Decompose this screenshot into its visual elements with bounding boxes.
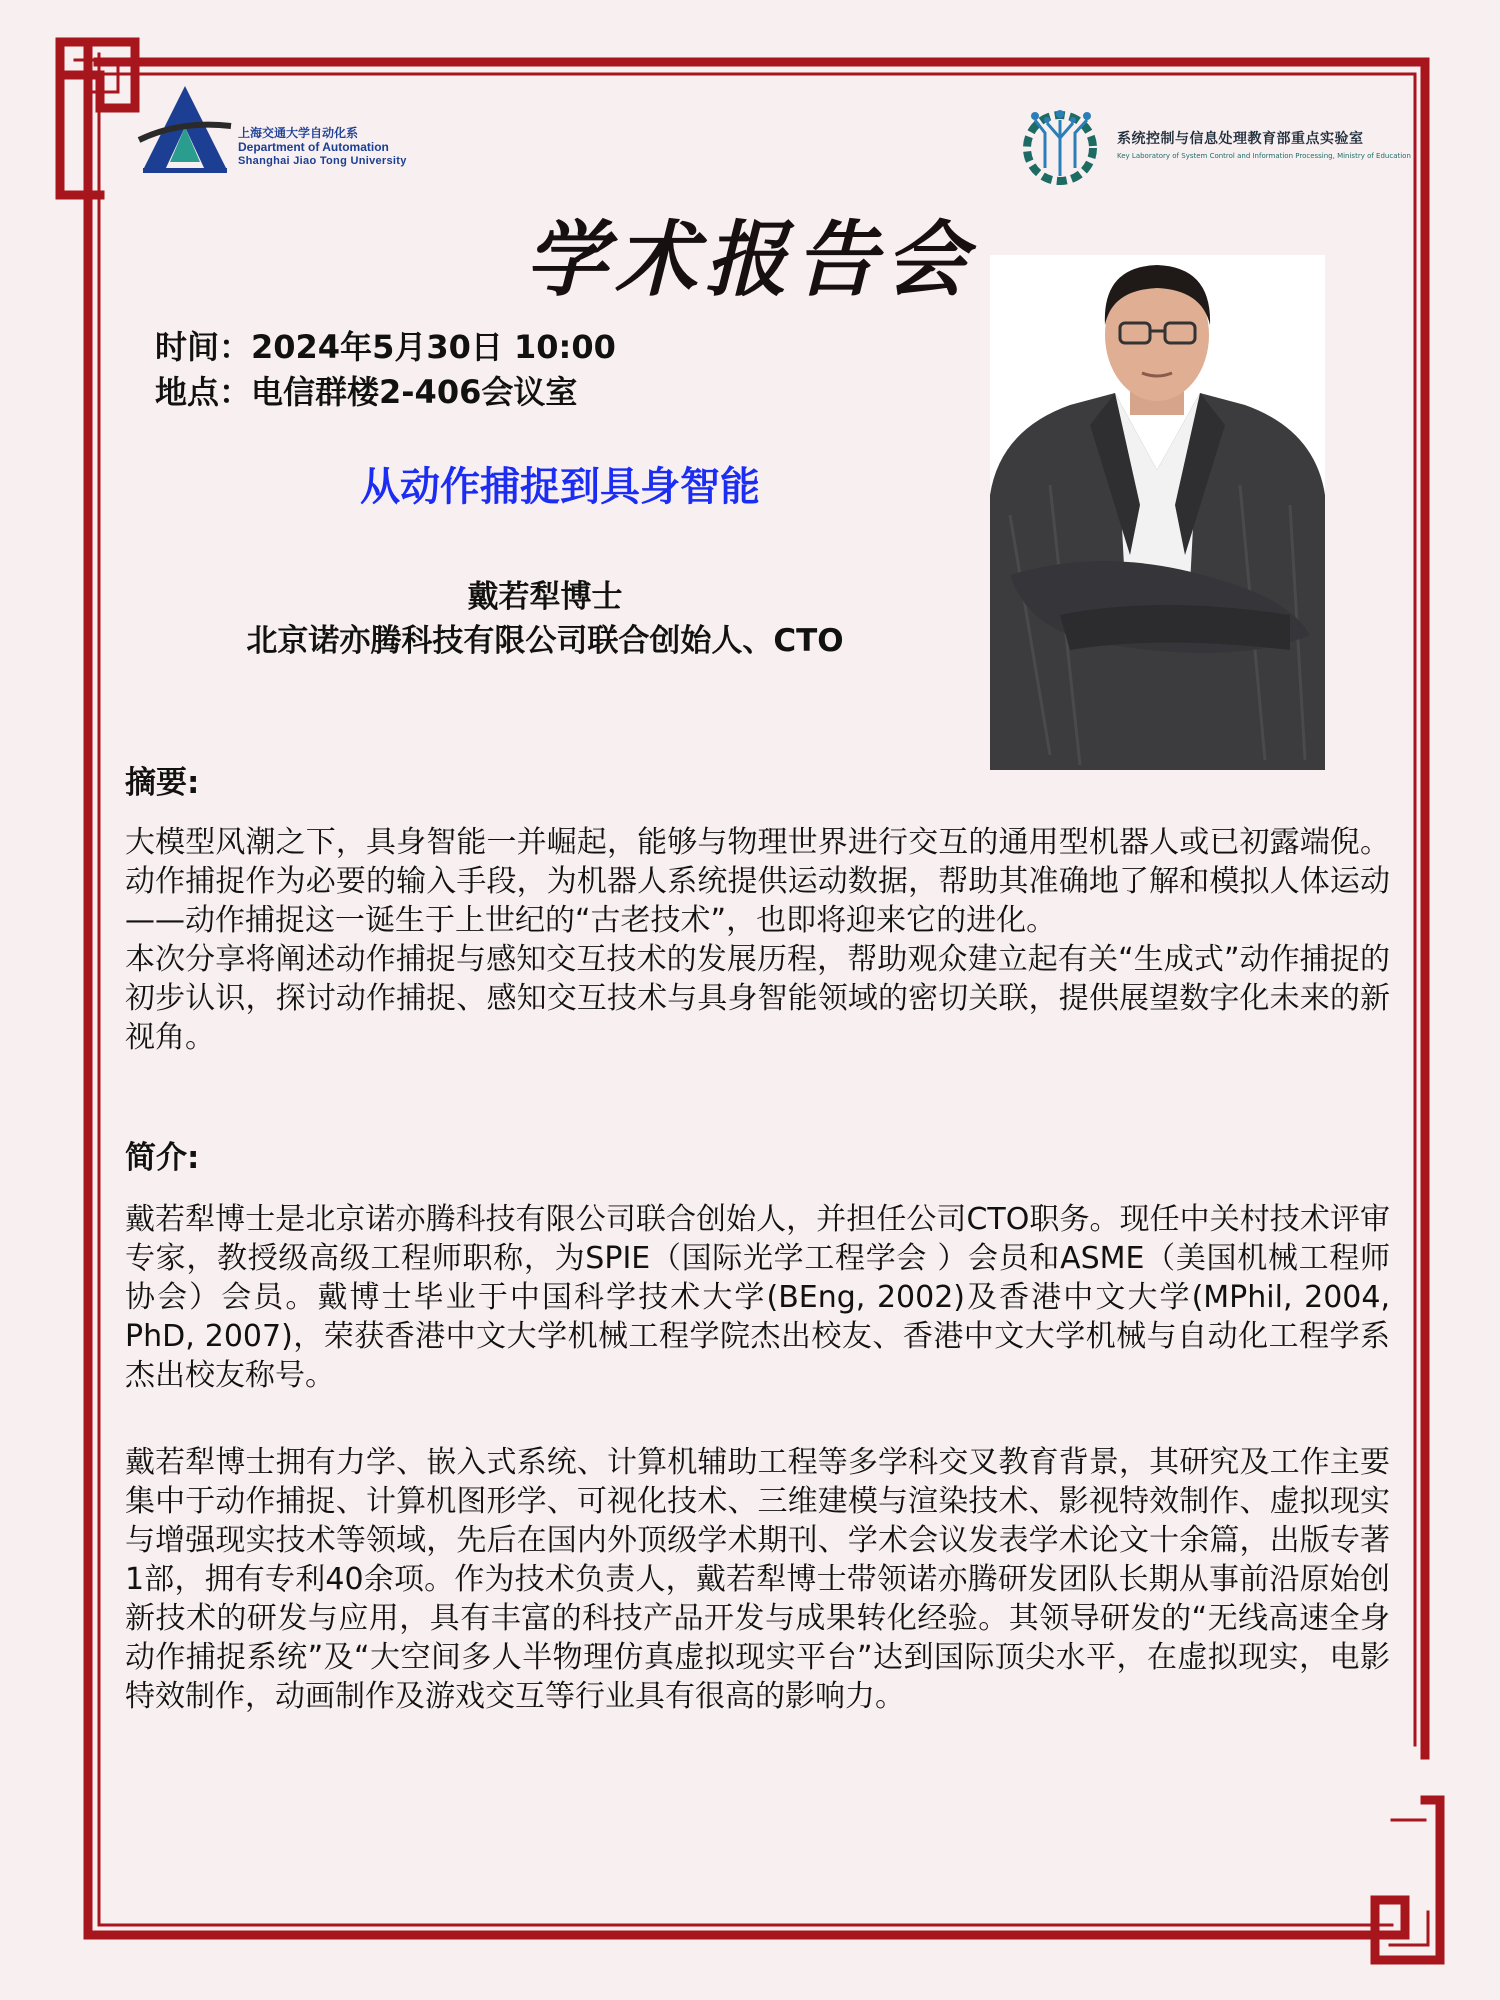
speaker-affiliation: 北京诺亦腾科技有限公司联合创始人、CTO: [246, 623, 844, 659]
lab-english-name: Key Laboratory of System Control and Information Processing, Ministry of Education: [1117, 152, 1411, 160]
abstract-heading: 摘要:: [125, 765, 200, 801]
sjtu-logo-line2: Department of Automation: [238, 140, 389, 154]
abstract-text: [125, 823, 1390, 1057]
speaker-portrait: [990, 255, 1325, 770]
speaker-name: 戴若犁博士: [467, 579, 623, 615]
bio-paragraph-2: 戴若犁博士拥有力学、嵌入式系统、计算机辅助工程等多学科交叉教育背景，其研究及工作主要集中于动作捕捉、计算机图形学、可视化技术、三维建模与渲染技术、影视特效制作、虚拟现实与增强现实技术等领域，先后在国内外顶级学术期刊、学术会议发表学术论文十余篇，出版专著1部，拥有专利40余项。作为技术负责人，戴若犁博士带领诺亦腾研发团队长期从事前沿原始创新技术的研发与应用，具有丰富的科技产品开发与成果转化经验。其领导研发的“无线高速全身动作捕捉系统”及“大空间多人半物理仿真虚拟现实平台”达到国际顶尖水平，在虚拟现实，电影特效制作，动画制作及游戏交互等行业具有很高的影响力。: [125, 1445, 1390, 1714]
speaker-info: [160, 575, 930, 663]
key-lab-logo: [1015, 98, 1415, 188]
sjtu-logo-line3: Shanghai Jiao Tong University: [238, 155, 407, 167]
event-info: [155, 325, 616, 415]
abstract-paragraph-2: 本次分享将阐述动作捕捉与感知交互技术的发展历程，帮助观众建立起有关“生成式”动作捕捉的初步认识，探讨动作捕捉、感知交互技术与具身智能领域的密切关联，提供展望数字化未来的新视角。: [125, 942, 1390, 1055]
lab-name: 系统控制与信息处理教育部重点实验室: [1117, 131, 1364, 147]
gear-circuit-icon: [1015, 98, 1110, 188]
bio-heading: 简介:: [125, 1140, 200, 1176]
page-title: 学术报告会: [525, 212, 975, 308]
sjtu-logo-line1: 上海交通大学自动化系: [238, 126, 359, 140]
event-location: 地点：电信群楼2-406会议室: [155, 373, 578, 411]
talk-title: 从动作捕捉到具身智能: [360, 464, 760, 510]
sjtu-emblem-icon: [135, 82, 235, 177]
event-time: 时间：2024年5月30日 10:00: [155, 328, 616, 366]
sjtu-automation-logo: [135, 82, 465, 177]
bio-paragraph-1: 戴若犁博士是北京诺亦腾科技有限公司联合创始人，并担任公司CTO职务。现任中关村技术评审专家，教授级高级工程师职称，为SPIE（国际光学工程学会 ）会员和ASME（美国机械工程师协会）会员。戴博士毕业于中国科学技术大学(BEng, 2002)及香港中文大学(MPhil, 2004, PhD, 2007)，荣获香港中文大学机械工程学院杰出校友、香港中文大学机械与自动化工程学系杰出校友称号。: [125, 1202, 1390, 1393]
abstract-paragraph-1: 大模型风潮之下，具身智能一并崛起，能够与物理世界进行交互的通用型机器人或已初露端倪。动作捕捉作为必要的输入手段，为机器人系统提供运动数据，帮助其准确地了解和模拟人体运动——动作捕捉这一诞生于上世纪的“古老技术”，也即将迎来它的进化。: [125, 825, 1390, 938]
